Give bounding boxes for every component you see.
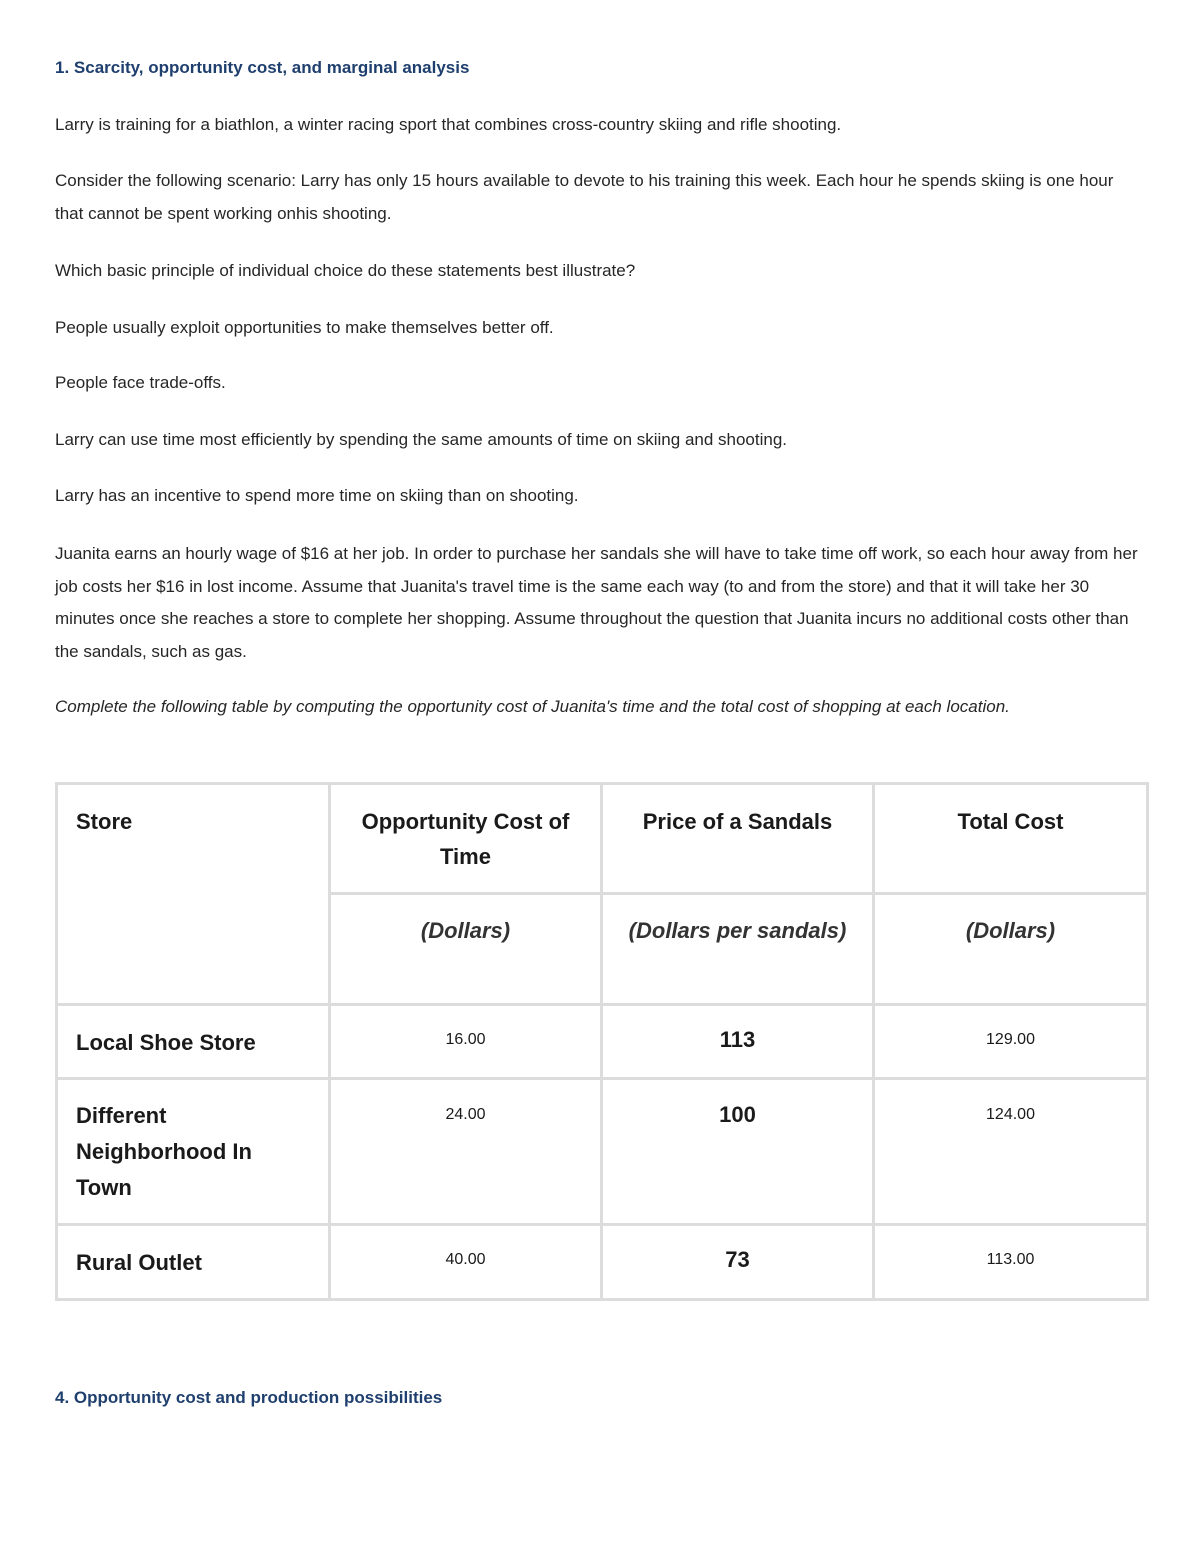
- row-2-price-cell: [602, 1079, 874, 1225]
- table-header-row: [57, 784, 1148, 894]
- row-2-store: Different Neighborhood In Town: [76, 1103, 252, 1200]
- table-row: [57, 1005, 1148, 1079]
- header-opportunity-cost: Opportunity Cost of Time: [361, 809, 570, 869]
- row-2-opportunity-cost: 24.00: [445, 1106, 486, 1123]
- row-2-price: 100: [719, 1102, 756, 1127]
- header-cell-total: [874, 784, 1148, 894]
- header-store: Store: [76, 809, 133, 834]
- intro-paragraph: Larry is training for a biathlon, a winter racing sport that combines cross-country skiing and rifle shooting.: [55, 115, 842, 134]
- row-2-total-cell: [874, 1079, 1148, 1225]
- row-2-opportunity-cost-cell: [330, 1079, 602, 1225]
- table-instruction: Complete the following table by computing the opportunity cost of Juanita's time and the total cost of shopping at each location.: [55, 697, 1010, 716]
- row-1-opportunity-cost: 16.00: [445, 1031, 486, 1048]
- header-total: Total Cost: [957, 809, 1064, 834]
- row-1-opportunity-cost-cell: [330, 1005, 602, 1079]
- row-3-price: 73: [725, 1247, 750, 1272]
- question-paragraph: Which basic principle of individual choice do these statements best illustrate?: [55, 261, 636, 280]
- table-row: [57, 1225, 1148, 1300]
- row-3-store: Rural Outlet: [76, 1250, 202, 1275]
- answer-option-2: People face trade-offs.: [55, 373, 226, 392]
- row-1-price: 113: [719, 1027, 756, 1052]
- row-3-opportunity-cost-cell: [330, 1225, 602, 1300]
- row-3-opportunity-cost: 40.00: [445, 1251, 486, 1268]
- section-4-heading: 4. Opportunity cost and production possibilities: [55, 1388, 443, 1407]
- row-1-total: 129.00: [986, 1031, 1035, 1048]
- row-1-store: Local Shoe Store: [76, 1030, 256, 1055]
- scenario-paragraph: Consider the following scenario: Larry has only 15 hours available to devote to his training this week. Each hour he spends skiing is one hour that cannot be spent working onhis shooting.: [55, 171, 1114, 223]
- table-row: [57, 1079, 1148, 1225]
- section-1-heading: 1. Scarcity, opportunity cost, and marginal analysis: [55, 58, 470, 77]
- row-3-price-cell: [602, 1225, 874, 1300]
- row-1-price-cell: [602, 1005, 874, 1079]
- cost-table: [55, 782, 1149, 1301]
- answer-option-1: People usually exploit opportunities to make themselves better off.: [55, 318, 554, 337]
- unit-cell-price: [602, 894, 874, 1005]
- row-3-total-cell: [874, 1225, 1148, 1300]
- row-2-total: 124.00: [986, 1106, 1035, 1123]
- row-1-total-cell: [874, 1005, 1148, 1079]
- row-2-store-cell: [57, 1079, 330, 1225]
- header-price: Price of a Sandals: [642, 809, 833, 834]
- unit-opportunity-cost: (Dollars): [420, 918, 511, 943]
- header-cell-opportunity-cost: [330, 784, 602, 894]
- answer-option-3: Larry can use time most efficiently by spending the same amounts of time on skiing and shooting.: [55, 430, 788, 449]
- row-1-store-cell: [57, 1005, 330, 1079]
- unit-total: (Dollars): [965, 918, 1056, 943]
- unit-cell-opportunity-cost: [330, 894, 602, 1005]
- header-cell-store: [57, 784, 330, 1005]
- answer-option-4: Larry has an incentive to spend more time on skiing than on shooting.: [55, 486, 579, 505]
- row-3-store-cell: [57, 1225, 330, 1300]
- header-cell-price: [602, 784, 874, 894]
- juanita-paragraph: Juanita earns an hourly wage of $16 at her job. In order to purchase her sandals she will have to take time off work, so each hour away from her job costs her $16 in lost income. Assume that Juanita's travel time is the same each way (to and from the store) and that it will take her 30 minutes once she reaches a store to complete her shopping. Assume throughout the question that Juanita incurs no additional costs other than the sandals, such as gas.: [55, 544, 1138, 661]
- unit-cell-total: [874, 894, 1148, 1005]
- row-3-total: 113.00: [986, 1251, 1035, 1268]
- unit-price: (Dollars per sandals): [628, 918, 847, 943]
